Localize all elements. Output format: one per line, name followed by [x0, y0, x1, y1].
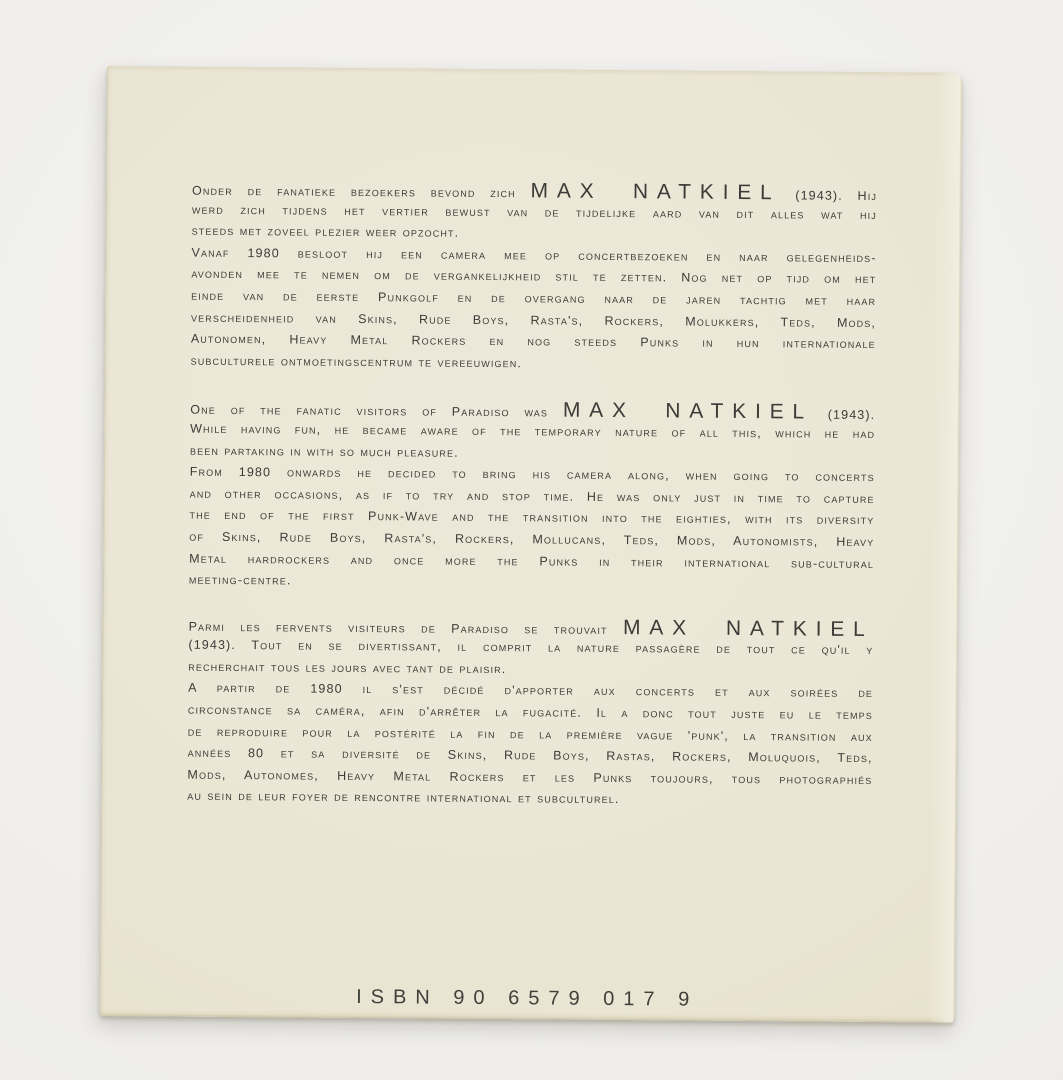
text-line: been partaking in with so much pleasure.	[189, 443, 459, 460]
paragraph-english	[189, 397, 876, 597]
text-line: avonden mee te nemen om de vergankelijkheid stil te zetten. Nog net op tijd om het	[191, 267, 877, 287]
text-line: werd zich tijdens het vertier bewust van de tijdelijke aard van dit alles wat hij	[191, 202, 877, 222]
text-line: From 1980 onwards he decided to bring his camera along, when going to concerts	[189, 464, 875, 485]
author-name: MAX NATKIEL	[622, 615, 874, 641]
text-line: (1943). Tout en se divertissant, il comprit la nature passagère de tout ce qu'il y	[188, 637, 874, 658]
text-line: Mods, Autonomes, Heavy Metal Rockers et les Punks toujours, tous photographiés	[187, 767, 873, 787]
text-line: Parmi les fervents visiteurs de Paradiso se trouvait MAX NATKIEL	[188, 615, 874, 641]
text-line: Metal hardrockers and once more the Punks in their international sub-cultural	[189, 551, 875, 571]
text-line: A partir de 1980 il s'est décidé d'apporter aux concerts et aux soirées de	[188, 681, 874, 701]
back-cover-text-column	[187, 178, 877, 813]
text-line: Onder de fanatieke bezoekers bevond zich MAX NATKIEL (1943). Hij	[191, 179, 878, 205]
text-line: and other occasions, as if to try and stop time. He was only just in time to capture	[189, 486, 875, 506]
text-line: recherchait tous les jours avec tant de plaisir.	[188, 659, 507, 677]
text-line: verscheidenheid van Skins, Rude Boys, Rasta's, Rockers, Molukkers, Teds, Mods,	[190, 310, 877, 330]
text-line: While having fun, he became aware of the temporary nature of all this, which he had	[190, 421, 876, 441]
text-line: années 80 et sa diversité de Skins, Rude Boys, Rastas, Rockers, Moluquois, Teds,	[187, 745, 873, 766]
text-line: circonstance sa caméra, afin d'arrêter la fugacité. Il a donc tout juste eu le temps	[187, 702, 873, 723]
text-line: meeting-centre.	[188, 572, 292, 588]
text-line: of Skins, Rude Boys, Rasta's, Rockers, Mollucans, Teds, Mods, Autonomists, Heavy	[189, 529, 875, 549]
text-line: subculturele ontmoetingscentrum te vereeuwigen.	[190, 353, 523, 371]
paragraph-french	[187, 613, 874, 813]
paragraph-dutch	[191, 178, 878, 378]
isbn-text: ISBN 90 6579 017 9	[356, 985, 699, 1011]
text-line: One of the fanatic visitors of Paradiso was MAX NATKIEL (1943).	[190, 398, 876, 424]
text-line: Vanaf 1980 besloot hij een camera mee op concertbezoeken en naar gelegenheids-	[191, 245, 877, 265]
text-line: steeds met zoveel plezier weer opzocht.	[191, 223, 460, 240]
text-line: au sein de leur foyer de rencontre international et subculturel.	[187, 789, 620, 807]
text-line: Autonomen, Heavy Metal Rockers en nog steeds Punks in hun internationale	[190, 331, 876, 352]
author-name: MAX NATKIEL	[530, 179, 781, 205]
text-line: the end of the first Punk-Wave and the transition into the eighties, with its diversity	[189, 507, 875, 528]
book-back-cover	[100, 66, 962, 1023]
text-line: de reproduire pour la postérité la fin de la première vague 'punk', la transition aux	[187, 724, 873, 744]
text-line: einde van de eerste Punkgolf en de overgang naar de jaren tachtig met haar	[191, 288, 877, 309]
author-name: MAX NATKIEL	[562, 398, 814, 424]
